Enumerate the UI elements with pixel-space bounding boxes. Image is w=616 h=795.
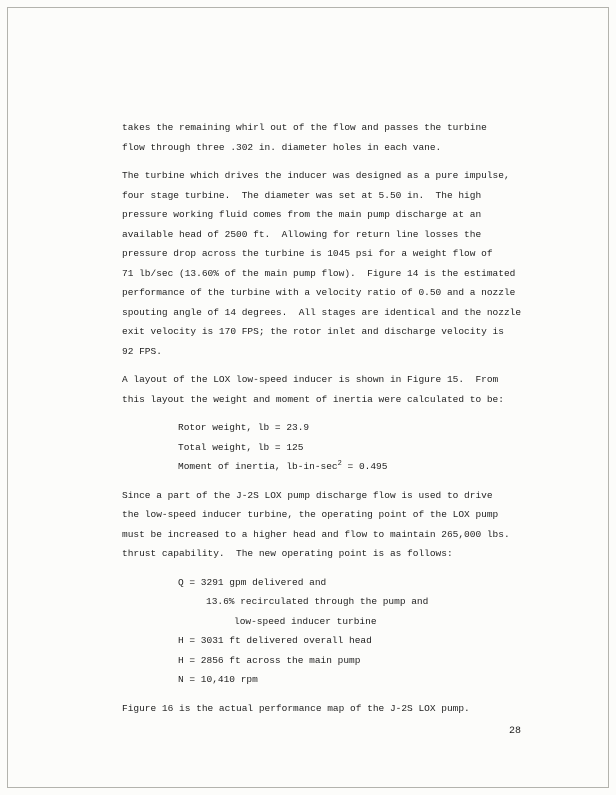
text-line: pressure drop across the turbine is 1045 psi for a weight flow of [122,248,493,259]
text-line: 92 FPS. [122,345,162,357]
text-line: The turbine which drives the inducer was designed as a pure impulse, [122,170,510,181]
text-line: available head of 2500 ft. Allowing for return line losses the [122,228,482,240]
text-line: pressure working fluid comes from the main pump discharge at an [122,209,482,220]
text-line: thrust capability. The new operating point is as follows: [122,548,453,559]
text-line: A layout of the LOX low-speed inducer is shown in Figure 15. From [122,374,499,385]
page-number: 28 [509,726,522,737]
text-line: exit velocity is 170 FPS; the rotor inlet and discharge velocity is [122,326,504,337]
paragraph-layout-figure15 [122,370,542,409]
text-line: 13.6% recirculated through the pump and [206,596,429,607]
text-line-moment-of-inertia [178,457,542,477]
text-line: H = 3031 ft delivered overall head [178,635,372,646]
inertia-data-block [178,418,542,477]
page-content [122,118,542,727]
text-line: must be increased to a higher head and flow to maintain 265,000 lbs. [122,528,510,540]
moment-superscript: 2 [337,460,342,468]
text-line: Figure 16 is the actual performance map of the J-2S LOX pump. [122,702,470,714]
operating-point-block [178,573,542,690]
text-line: Total weight, lb = 125 [178,441,304,453]
text-line: flow through three .302 in. diameter holes in each vane. [122,141,442,153]
text-line: H = 2856 ft across the main pump [178,654,361,666]
text-line: 71 lb/sec (13.60% of the main pump flow). Figure 14 is the estimated [122,267,516,279]
text-line: low-speed inducer turbine [234,615,377,627]
moment-suffix: = 0.495 [341,461,388,472]
paragraph-operating-point [122,486,542,564]
text-line: N = 10,410 rpm [178,674,258,685]
text-line: takes the remaining whirl out of the flow and passes the turbine [122,122,487,133]
paragraph-turbine-design [122,166,542,361]
text-line: this layout the weight and moment of inertia were calculated to be: [122,393,504,405]
moment-prefix: Moment of inertia, lb-in-sec [178,461,338,472]
text-line: Rotor weight, lb = 23.9 [178,422,310,433]
text-line: spouting angle of 14 degrees. All stages are identical and the nozzle [122,306,522,318]
text-line: Q = 3291 gpm delivered and [178,576,327,588]
text-line: four stage turbine. The diameter was set at 5.50 in. The high [122,189,482,201]
text-line: Since a part of the J-2S LOX pump discharge flow is used to drive [122,489,493,501]
text-line: performance of the turbine with a velocity ratio of 0.50 and a nozzle [122,287,516,298]
paragraph-figure16 [122,699,542,719]
text-line: the low-speed inducer turbine, the operating point of the LOX pump [122,509,499,520]
paragraph-vane-flow [122,118,542,157]
